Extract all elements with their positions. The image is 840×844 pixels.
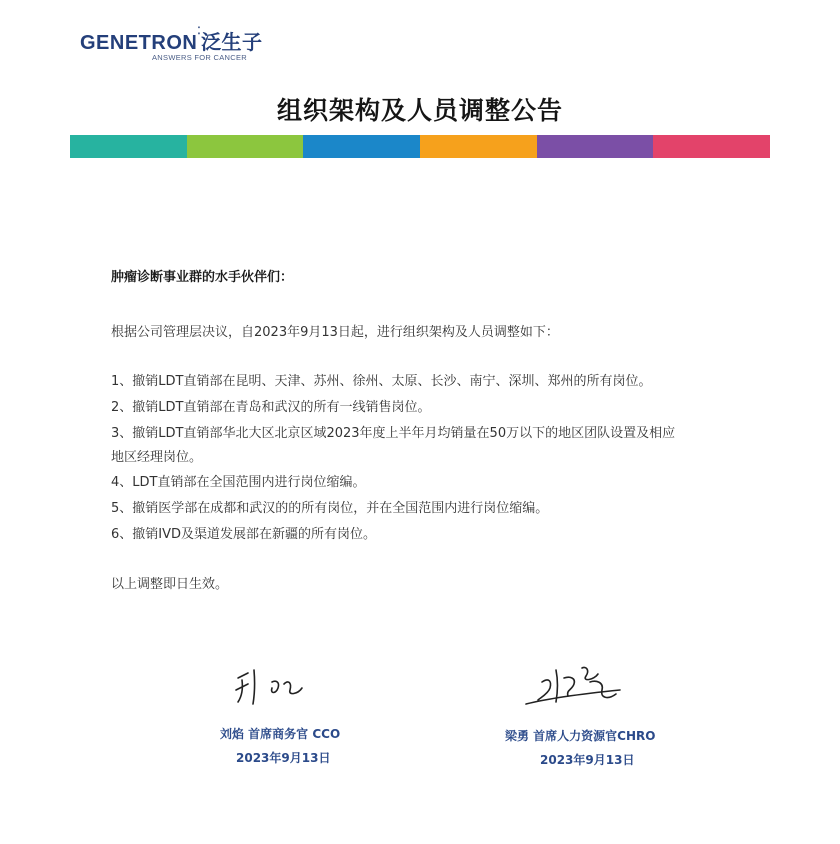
band-segment [537,135,654,158]
band-segment [420,135,537,158]
band-segment [653,135,770,158]
list-item: 4、LDT直销部在全国范围内进行岗位缩编。 [111,475,366,490]
list-item-continuation: 地区经理岗位。 [111,450,203,465]
logo-brand-cn: 泛生子 [201,32,263,54]
page-title: 组织架构及人员调整公告 [276,96,563,125]
closing-statement: 以上调整即日生效。 [111,577,229,592]
logo-dots-icon: ⁚ [197,26,202,37]
signature-chro [520,660,630,715]
list-item: 3、撤销LDT直销部华北大区北京区域2023年度上半年月均销量在50万以下的地区团队设置及相应 [111,426,676,441]
band-segment [187,135,304,158]
greeting: 肿瘤诊断事业群的水手伙伴们： [111,270,294,285]
logo-brand: GENETRON [80,32,198,54]
signature-cco [228,660,318,710]
color-band [70,135,770,158]
band-segment [70,135,187,158]
signatory-cco-date: 2023年9月13日 [236,751,331,765]
signatory-chro-name: 梁勇 首席人力资源官CHRO [505,729,656,743]
signatory-cco-name: 刘焰 首席商务官 CCO [220,727,341,741]
list-item: 5、撤销医学部在成都和武汉的的所有岗位，并在全国范围内进行岗位缩编。 [111,501,549,516]
signatory-chro-date: 2023年9月13日 [540,753,635,767]
list-item: 1、撤销LDT直销部在昆明、天津、苏州、徐州、太原、长沙、南宁、深圳、郑州的所有岗位。 [111,374,652,389]
logo-tagline: ANSWERS FOR CANCER [152,53,247,62]
list-item: 2、撤销LDT直销部在青岛和武汉的所有一线销售岗位。 [111,400,431,415]
list-item: 6、撤销IVD及渠道发展部在新疆的所有岗位。 [111,527,377,542]
intro-paragraph: 根据公司管理层决议，自2023年9月13日起，进行组织架构及人员调整如下： [111,325,559,340]
band-segment [303,135,420,158]
company-logo [80,26,270,66]
